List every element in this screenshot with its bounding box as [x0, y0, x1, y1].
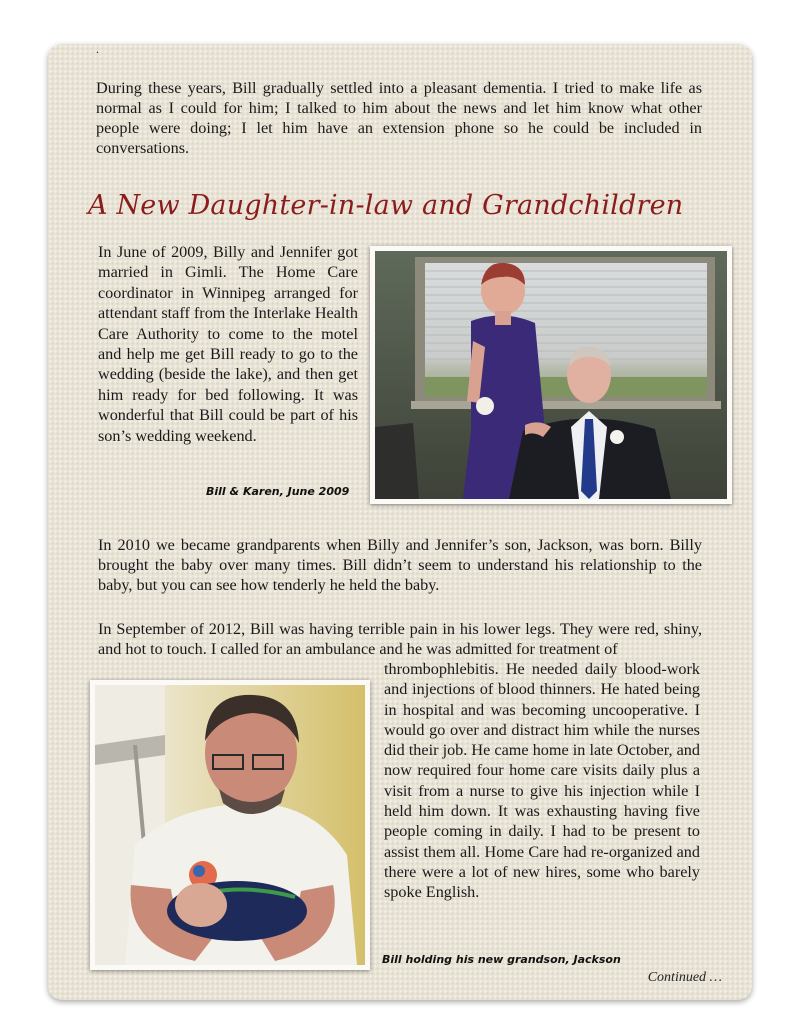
intro-paragraph: During these years, Bill gradually settled into a pleasant dementia. I tried to make life as normal as I could for him; I talked to him about the news and let him know what other people were doing; I let him have an extension phone so he could be included in conversations.	[96, 79, 702, 157]
section-heading: A New Daughter-in-law and Grandchildren	[88, 190, 684, 221]
wedding-photo-image	[375, 251, 727, 499]
grandson-photo-image	[95, 685, 365, 965]
hospital-paragraph-side: thrombophlebitis. He needed daily blood-work and injections of blood thinners. He hated being in hospital and was becoming uncooperative. I would go over and distract him while the nurses did their job. He came home in late October, and now required four home care visits daily plus a visit from a nurse to give his injection while I held him down. It was exhausting having five people coming in daily. I had to be present to assist them all. Home Care had re-organized and there were a lot of new hires, some who barely spoke English.	[384, 660, 700, 902]
wedding-photo-caption: Bill & Karen, June 2009	[206, 485, 350, 498]
grandson-photo-caption: Bill holding his new grandson, Jackson	[382, 953, 621, 966]
grandson-photo	[90, 680, 370, 970]
wedding-paragraph: In June of 2009, Billy and Jennifer got married in Gimli. The Home Care coordinator in Winnipeg arranged for attendant staff from the Interlake Health Care Authority to come to the motel and help me get Bill ready to go to the wedding (beside the lake), and then get him ready for bed following. It was wonderful that Bill could be part of his son’s wedding weekend.	[98, 243, 358, 445]
continued-label: Continued …	[647, 970, 722, 985]
wedding-photo	[370, 246, 732, 504]
grandparents-paragraph: In 2010 we became grandparents when Billy and Jennifer’s son, Jackson, was born. Billy brought the baby over many times. Bill didn’t seem to understand his relationship to the baby, but you can see how tenderly he held the baby.	[98, 536, 702, 594]
stray-mark: .	[96, 42, 99, 56]
hospital-paragraph-top: In September of 2012, Bill was having terrible pain in his lower legs. They were red, shiny, and hot to touch. I called for an ambulance and he was admitted for treatment of	[98, 620, 702, 658]
